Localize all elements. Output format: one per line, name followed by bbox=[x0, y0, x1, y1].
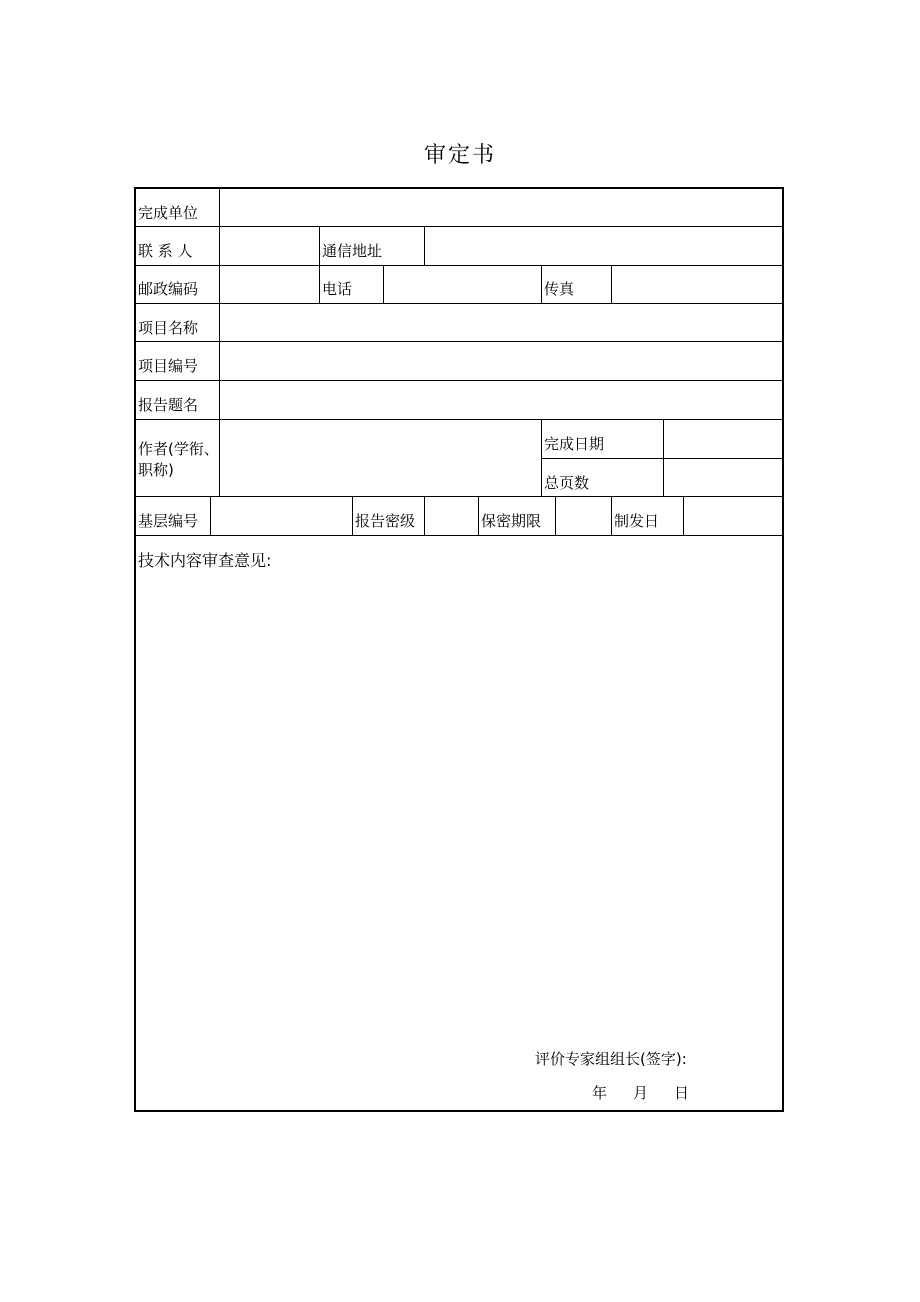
label-secrecy-period: 保密期限 bbox=[481, 512, 542, 530]
label-author-line2: 职称) bbox=[138, 461, 174, 479]
signature-label: 评价专家组组长(签字): bbox=[535, 1050, 687, 1068]
col-divider bbox=[541, 265, 542, 303]
technical-review-label: 技术内容审查意见: bbox=[138, 551, 272, 570]
label-postal-code: 邮政编码 bbox=[138, 280, 199, 298]
label-report-title: 报告题名 bbox=[138, 396, 199, 414]
label-total-pages: 总页数 bbox=[544, 474, 590, 492]
row-divider bbox=[136, 303, 782, 304]
label-issue-date: 制发日 bbox=[614, 512, 660, 530]
label-report-classification: 报告密级 bbox=[355, 512, 416, 530]
label-mailing-address: 通信地址 bbox=[322, 242, 383, 260]
col-divider bbox=[478, 496, 479, 535]
date-month-label: 月 bbox=[633, 1084, 649, 1102]
col-divider bbox=[383, 265, 384, 303]
date-day-label: 日 bbox=[674, 1084, 690, 1102]
col-divider bbox=[683, 496, 684, 535]
row-divider bbox=[136, 380, 782, 381]
col-divider bbox=[555, 496, 556, 535]
label-base-number: 基层编号 bbox=[138, 512, 199, 530]
col-divider bbox=[352, 496, 353, 535]
row-divider bbox=[136, 535, 782, 536]
col-divider bbox=[611, 265, 612, 303]
col-divider bbox=[210, 496, 211, 535]
label-project-number: 项目编号 bbox=[138, 357, 199, 375]
col-divider bbox=[319, 226, 320, 265]
label-completion-date: 完成日期 bbox=[544, 435, 605, 453]
row-divider bbox=[136, 496, 782, 497]
col-divider bbox=[663, 419, 664, 496]
approval-form-table bbox=[134, 187, 784, 1112]
col-divider bbox=[319, 265, 320, 303]
col-divider bbox=[219, 189, 220, 496]
col-divider bbox=[611, 496, 612, 535]
col-divider bbox=[424, 496, 425, 535]
col-divider bbox=[541, 419, 542, 496]
label-author-line1: 作者(学衔、 bbox=[138, 440, 219, 458]
col-divider bbox=[424, 226, 425, 265]
label-completing-unit: 完成单位 bbox=[138, 204, 199, 222]
label-fax: 传真 bbox=[544, 280, 575, 298]
date-year-label: 年 bbox=[592, 1084, 608, 1102]
label-telephone: 电话 bbox=[322, 280, 353, 298]
row-divider bbox=[541, 458, 782, 459]
row-divider bbox=[136, 419, 782, 420]
row-divider bbox=[136, 226, 782, 227]
row-divider bbox=[136, 341, 782, 342]
label-project-name: 项目名称 bbox=[138, 319, 199, 337]
row-divider bbox=[136, 265, 782, 266]
document-title: 审定书 bbox=[423, 143, 496, 168]
label-contact-person: 联 系 人 bbox=[138, 242, 193, 260]
